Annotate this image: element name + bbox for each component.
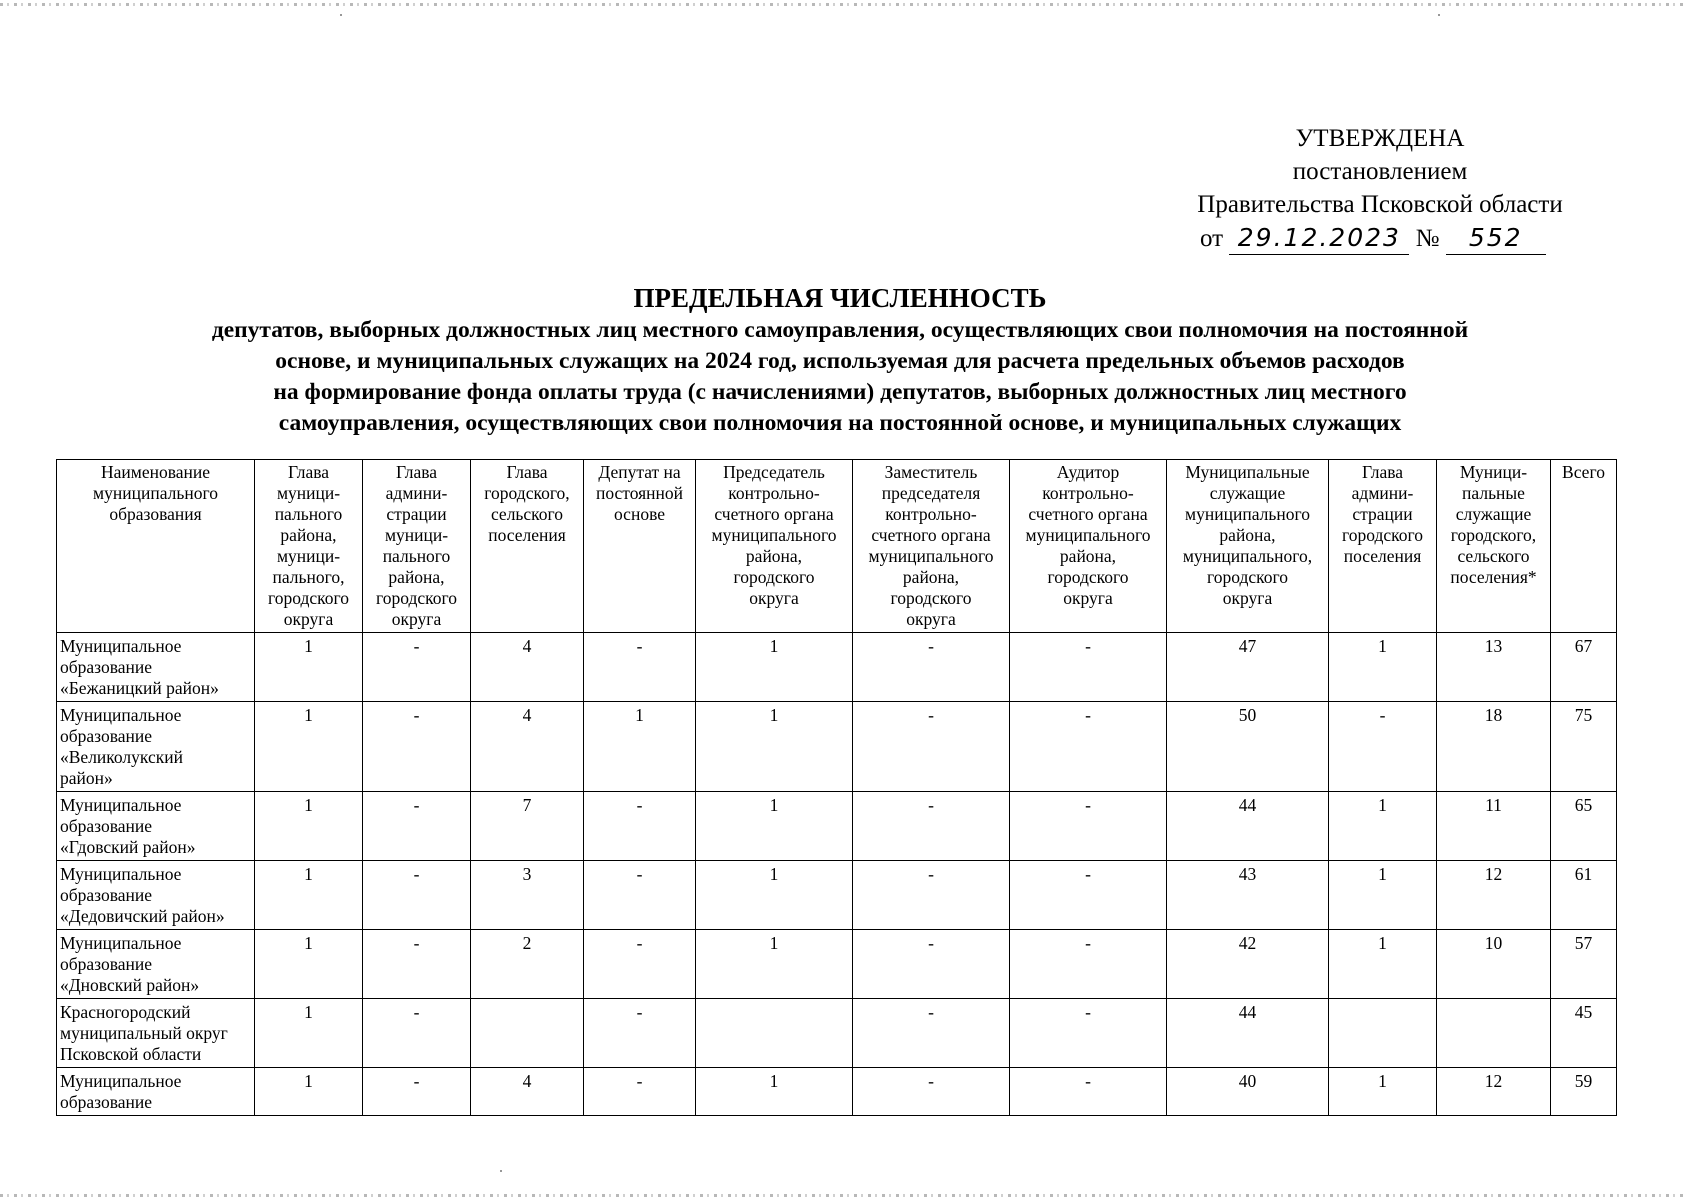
- table-cell: 47: [1167, 633, 1329, 702]
- table-cell: [471, 999, 584, 1068]
- approved-label: УТВЕРЖДЕНА: [1295, 125, 1465, 152]
- table-cell: 44: [1167, 792, 1329, 861]
- document-title: ПРЕДЕЛЬНАЯ ЧИСЛЕННОСТЬ: [633, 283, 1047, 313]
- table-cell: -: [853, 702, 1010, 792]
- scan-speck: [1438, 14, 1440, 16]
- table-cell: 1: [1329, 1068, 1437, 1116]
- table-cell: 7: [471, 792, 584, 861]
- handwritten-date: 29.12.2023: [1229, 221, 1409, 255]
- table-cell: 1: [1329, 861, 1437, 930]
- municipality-name-cell: Муниципальное образование: [57, 1068, 255, 1116]
- from-label: от: [1200, 225, 1224, 252]
- table-cell: 1: [696, 633, 853, 702]
- municipality-name-cell: Муниципальное образование «Великолукский район»: [57, 702, 255, 792]
- table-cell: -: [1010, 1068, 1167, 1116]
- table-cell: 1: [255, 702, 363, 792]
- table-row: [57, 930, 1617, 999]
- column-header: Заместитель председателя контрольно- счетного органа муниципального района, городского округа: [853, 460, 1010, 633]
- column-header: Глава городского, сельского поселения: [471, 460, 584, 633]
- table-cell: -: [853, 1068, 1010, 1116]
- table-cell: 4: [471, 1068, 584, 1116]
- resolution-label: постановлением: [1292, 158, 1468, 185]
- total-cell: 67: [1551, 633, 1617, 702]
- table-cell: -: [363, 702, 471, 792]
- table-header-row: [57, 460, 1617, 633]
- table-cell: 42: [1167, 930, 1329, 999]
- handwritten-number: 552: [1446, 221, 1546, 255]
- total-cell: 57: [1551, 930, 1617, 999]
- table-cell: 1: [255, 1068, 363, 1116]
- scan-edge-bottom: [0, 1194, 1686, 1197]
- table-cell: 1: [255, 792, 363, 861]
- table-cell: -: [1010, 861, 1167, 930]
- table-cell: 40: [1167, 1068, 1329, 1116]
- table-cell: -: [853, 792, 1010, 861]
- total-cell: 61: [1551, 861, 1617, 930]
- column-header: Всего: [1551, 460, 1617, 633]
- table-cell: -: [1010, 792, 1167, 861]
- table-cell: 1: [255, 633, 363, 702]
- column-header: Муниципальные служащие муниципального района, муниципального, городского округа: [1167, 460, 1329, 633]
- table-cell: -: [1010, 633, 1167, 702]
- table-cell: 1: [696, 930, 853, 999]
- table-cell: 11: [1437, 792, 1551, 861]
- table-cell: 1: [696, 792, 853, 861]
- table-cell: -: [363, 861, 471, 930]
- table-cell: -: [584, 792, 696, 861]
- total-cell: 65: [1551, 792, 1617, 861]
- government-label: Правительства Псковской области: [1197, 191, 1563, 218]
- table-cell: 1: [584, 702, 696, 792]
- table-cell: -: [363, 999, 471, 1068]
- number-label: №: [1415, 225, 1440, 252]
- table-cell: 1: [255, 999, 363, 1068]
- table-row: [57, 633, 1617, 702]
- table-cell: 1: [1329, 633, 1437, 702]
- municipality-name-cell: Муниципальное образование «Дедовичский район»: [57, 861, 255, 930]
- document-heading: [40, 281, 1640, 439]
- column-header: Глава админи- страции муници- пального района, городского округа: [363, 460, 471, 633]
- table-cell: -: [584, 1068, 696, 1116]
- table-cell: 50: [1167, 702, 1329, 792]
- table-cell: -: [1010, 999, 1167, 1068]
- table-cell: -: [584, 999, 696, 1068]
- table-cell: -: [1329, 702, 1437, 792]
- column-header: Депутат на постоянной основе: [584, 460, 696, 633]
- table-cell: 3: [471, 861, 584, 930]
- table-cell: -: [363, 633, 471, 702]
- table-cell: -: [853, 633, 1010, 702]
- document-subtitle: депутатов, выборных должностных лиц местного самоуправления, осуществляющих свои полномочия на постоянной основе, и муниципальных служащих на 2024 год, используемая для расчета предельных объемов расходов на формирование фонда оплаты труда (с начислениями) депутатов, выборных должностных лиц местного самоуправления, осуществляющих свои полномочия на постоянной основе, и муниципальных служащих: [211, 317, 1469, 436]
- table-cell: -: [363, 792, 471, 861]
- approval-stamp: [1160, 122, 1600, 255]
- municipality-name-cell: Муниципальное образование «Дновский район»: [57, 930, 255, 999]
- table-cell: [696, 999, 853, 1068]
- table-cell: 1: [696, 861, 853, 930]
- table-cell: 44: [1167, 999, 1329, 1068]
- table-cell: 13: [1437, 633, 1551, 702]
- column-header: Аудитор контрольно- счетного органа муниципального района, городского округа: [1010, 460, 1167, 633]
- table-cell: 18: [1437, 702, 1551, 792]
- column-header: Наименование муниципального образования: [57, 460, 255, 633]
- table-cell: -: [853, 999, 1010, 1068]
- table-cell: 10: [1437, 930, 1551, 999]
- table-cell: 1: [696, 1068, 853, 1116]
- date-number-line: [1160, 221, 1600, 255]
- table-cell: 43: [1167, 861, 1329, 930]
- column-header: Муници- пальные служащие городского, сельского поселения*: [1437, 460, 1551, 633]
- table-cell: -: [1010, 930, 1167, 999]
- table-cell: [1329, 999, 1437, 1068]
- table-row: [57, 1068, 1617, 1116]
- column-header: Глава админи- страции городского поселения: [1329, 460, 1437, 633]
- total-cell: 75: [1551, 702, 1617, 792]
- table-row: [57, 999, 1617, 1068]
- table-cell: 2: [471, 930, 584, 999]
- scan-edge-top: [0, 3, 1686, 6]
- column-header: Глава муници- пального района, муници- пального, городского округа: [255, 460, 363, 633]
- table-cell: 1: [1329, 930, 1437, 999]
- table-row: [57, 861, 1617, 930]
- table-cell: 4: [471, 633, 584, 702]
- table-row: [57, 792, 1617, 861]
- table-cell: 12: [1437, 1068, 1551, 1116]
- table-cell: [1437, 999, 1551, 1068]
- staff-limit-table: [56, 459, 1617, 1116]
- table-cell: -: [853, 930, 1010, 999]
- table-row: [57, 702, 1617, 792]
- scan-speck: [500, 1170, 502, 1172]
- table-cell: -: [363, 930, 471, 999]
- table-cell: 1: [255, 930, 363, 999]
- table-cell: -: [363, 1068, 471, 1116]
- municipality-name-cell: Муниципальное образование «Бежаницкий район»: [57, 633, 255, 702]
- table-cell: -: [1010, 702, 1167, 792]
- table-cell: 1: [696, 702, 853, 792]
- table-cell: -: [584, 930, 696, 999]
- table-cell: 1: [255, 861, 363, 930]
- table-cell: -: [584, 633, 696, 702]
- table-cell: -: [853, 861, 1010, 930]
- table-cell: 4: [471, 702, 584, 792]
- column-header: Председатель контрольно- счетного органа муниципального района, городского округа: [696, 460, 853, 633]
- table-cell: 1: [1329, 792, 1437, 861]
- total-cell: 59: [1551, 1068, 1617, 1116]
- municipality-name-cell: Муниципальное образование «Гдовский район»: [57, 792, 255, 861]
- table-cell: -: [584, 861, 696, 930]
- table-cell: 12: [1437, 861, 1551, 930]
- scan-speck: [340, 14, 342, 16]
- municipality-name-cell: Красногородский муниципальный округ Псковской области: [57, 999, 255, 1068]
- total-cell: 45: [1551, 999, 1617, 1068]
